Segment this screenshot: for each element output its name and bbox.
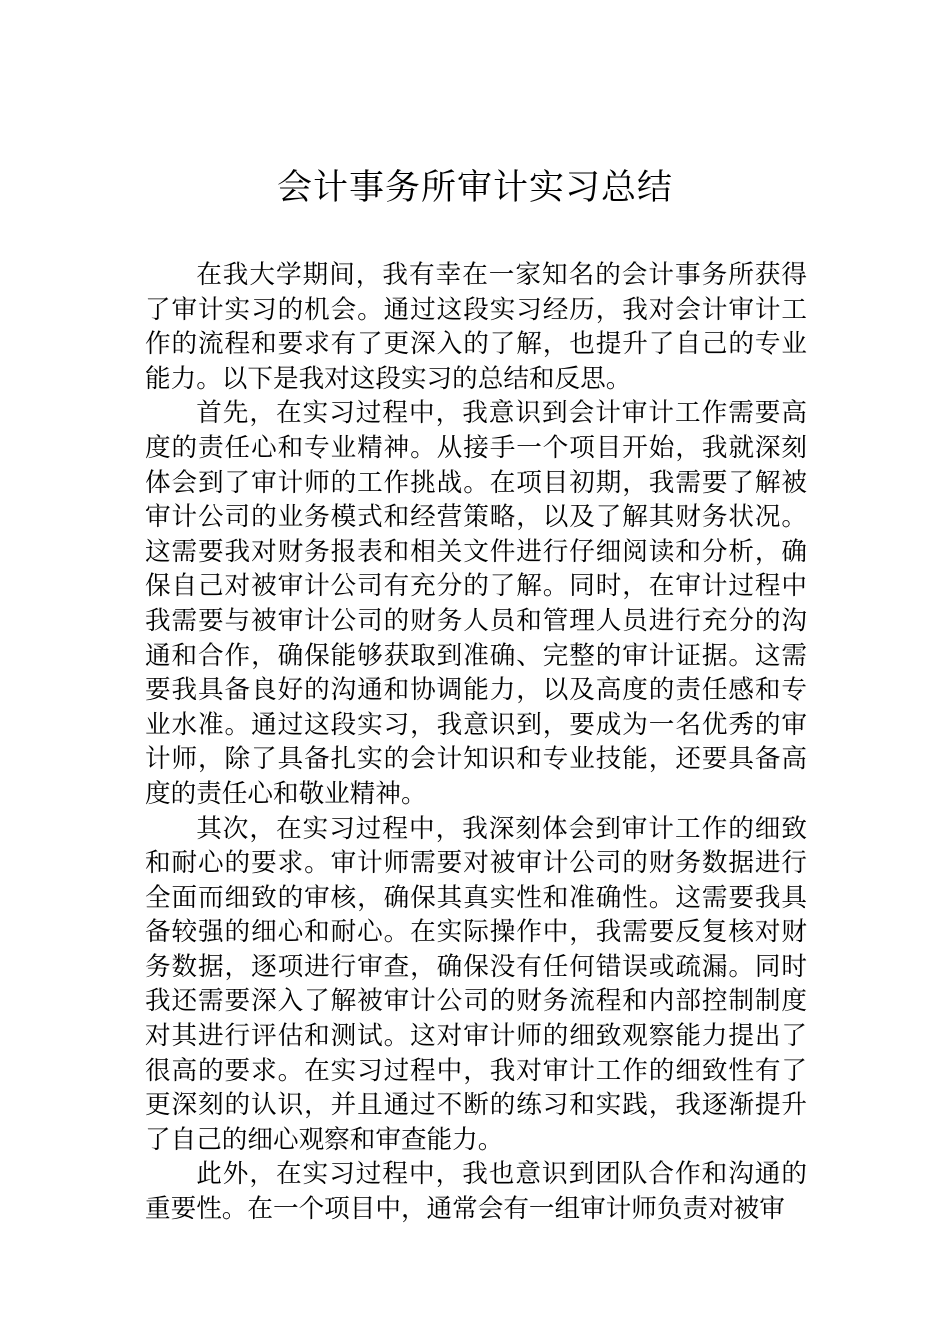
document-title: 会计事务所审计实习总结 <box>276 168 673 208</box>
paragraph-4: 此外，在实习过程中，我也意识到团队合作和沟通的重要性。在一个项目中，通常会有一组审计师负责对被审 <box>145 1159 807 1225</box>
paragraph-2: 首先，在实习过程中，我意识到会计审计工作需要高度的责任心和专业精神。从接手一个项目开始，我就深刻体会到了审计师的工作挑战。在项目初期，我需要了解被审计公司的业务模式和经营策略，以及了解其财务状况。这需要我对财务报表和相关文件进行仔细阅读和分析，确保自己对被审计公司有充分的了解。同时，在审计过程中我需要与被审计公司的财务人员和管理人员进行充分的沟通和合作，确保能够获取到准确、完整的审计证据。这需要我具备良好的沟通和协调能力，以及高度的责任感和专业水准。通过这段实习，我意识到，要成为一名优秀的审计师，除了具备扎实的会计知识和专业技能，还要具备高度的责任心和敬业精神。 <box>145 398 807 809</box>
paragraph-1: 在我大学期间，我有幸在一家知名的会计事务所获得了审计实习的机会。通过这段实习经历，我对会计审计工作的流程和要求有了更深入的了解，也提升了自己的专业能力。以下是我对这段实习的总结和反思。 <box>145 260 807 394</box>
paragraph-3: 其次，在实习过程中，我深刻体会到审计工作的细致和耐心的要求。审计师需要对被审计公司的财务数据进行全面而细致的审核，确保其真实性和准确性。这需要我具备较强的细心和耐心。在实际操作中，我需要反复核对财务数据，逐项进行审查，确保没有任何错误或疏漏。同时我还需要深入了解被审计公司的财务流程和内部控制制度对其进行评估和测试。这对审计师的细致观察能力提出了很高的要求。在实习过程中，我对审计工作的细致性有了更深刻的认识，并且通过不断的练习和实践，我逐渐提升了自己的细心观察和审查能力。 <box>145 813 807 1155</box>
document-body <box>145 258 807 1227</box>
